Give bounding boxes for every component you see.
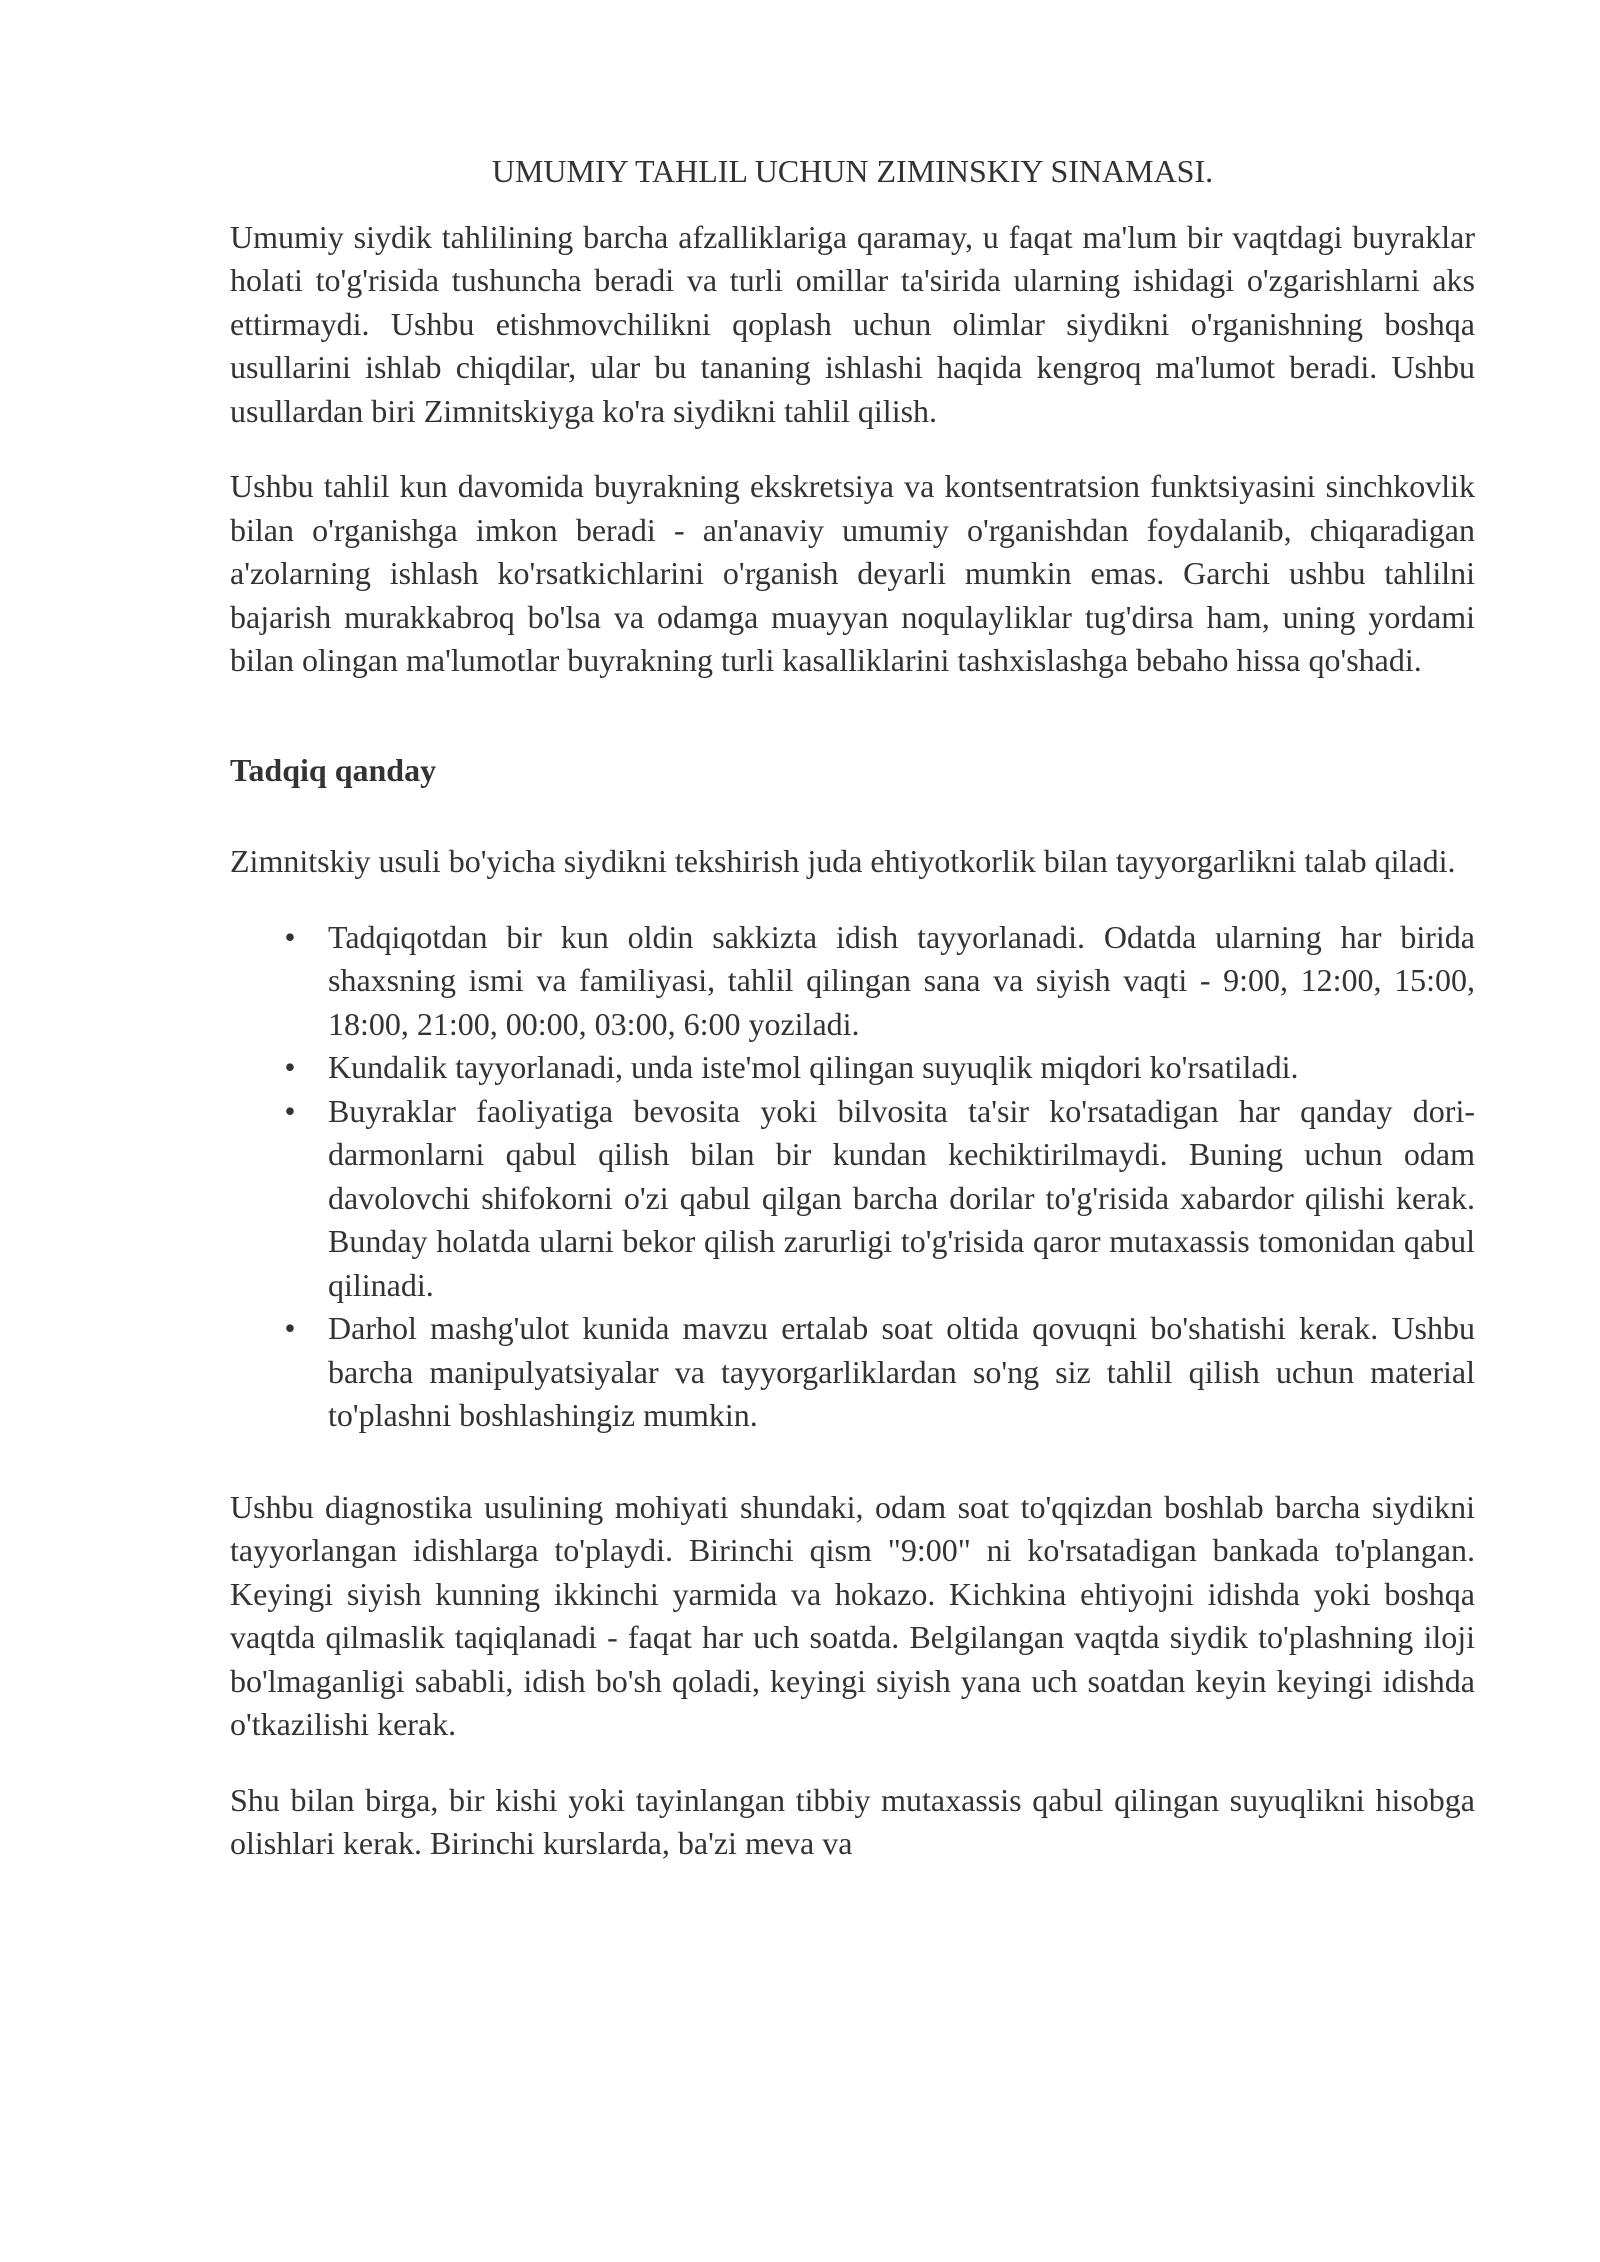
list-item-text: Tadqiqotdan bir kun oldin sakkizta idish tayyorlanadi. Odatda ularning har birida shaxsning ismi va familiyasi, tahlil qilingan sana va siyish vaqti - 9:00, 12:00, 15:00, 18:00, 21:00, 00:00, 03:00, 6:00 yoziladi.: [328, 918, 1475, 1042]
fluid-intake-paragraph: Shu bilan birga, bir kishi yoki tayinlangan tibbiy mutaxassis qabul qilingan suyuqlikni hisobga olishlari kerak. Birinchi kurslarda, ba'zi meva va: [230, 1781, 1475, 1861]
intro-paragraph-2: Ushbu tahlil kun davomida buyrakning ekskretsiya va kontsentratsion funktsiyasini sinchkovlik bilan o'rganishga imkon beradi - an'anaviy umumiy o'rganishdan foydalanib, chiqaradigan a'zolarning ishlash ko'rsatkichlarini o'rganish deyarli mumkin emas. Garchi ushbu tahlilni bajarish murakkabroq bo'lsa va odamga muayyan noqulayliklar tug'dirsa ham, uning yordami bilan olingan ma'lumotlar buyrakning turli kasalliklarini tashxislashga bebaho hissa qo'shadi.: [230, 468, 1475, 678]
document-title: UMUMIY TAHLIL UCHUN ZIMINSKIY SINAMASI.: [491, 153, 1214, 189]
list-item-text: Darhol mashg'ulot kunida mavzu ertalab soat oltida qovuqni bo'shatishi kerak. Ushbu barcha manipulyatsiyalar va tayyorgarliklardan so'ng siz tahlil qilish uchun material to'plashni boshlashingiz mumkin.: [328, 1310, 1475, 1433]
bullet-icon: •: [284, 918, 296, 955]
list-item-text: Kundalik tayyorlanadi, unda iste'mol qilingan suyuqlik miqdori ko'rsatiladi.: [328, 1049, 1299, 1085]
method-paragraph: Ushbu diagnostika usulining mohiyati shundaki, odam soat to'qqizdan boshlab barcha siydikni tayyorlangan idishlarga to'playdi. Birinchi qism "9:00" ni ko'rsatadigan bankada to'plangan. Keyingi siyish kunning ikkinchi yarmida va hokazo. Kichkina ehtiyojni idishda yoki boshqa vaqtda qilmaslik taqiqlanadi - faqat har uch soatda. Belgilangan vaqtda siydik to'plashning iloji bo'lmaganligi sababli, idish bo'sh qoladi, keyingi siyish yana uch soatdan keyin keyingi idishda o'tkazilishi kerak.: [230, 1488, 1475, 1742]
preparation-paragraph: Zimnitskiy usuli bo'yicha siydikni tekshirish juda ehtiyotkorlik bilan tayyorgarlikni talab qiladi.: [230, 843, 1456, 879]
intro-paragraph-1: Umumiy siydik tahlilining barcha afzalliklariga qaramay, u faqat ma'lum bir vaqtdagi buyraklar holati to'g'risida tushuncha beradi va turli omillar ta'sirida ularning ishidagi o'zgarishlarni aks ettirmaydi. Ushbu etishmovchilikni qoplash uchun olimlar siydikni o'rganishning boshqa usullarini ishlab chiqdilar, ular bu tananing ishlashi haqida kengroq ma'lumot beradi. Ushbu usullardan biri Zimnitskiyga ko'ra siydikni tahlil qilish.: [230, 218, 1475, 429]
document-page: [230, 150, 1475, 1898]
list-item: [284, 1307, 1475, 1438]
section-heading: Tadqiq qanday: [230, 751, 437, 788]
bullet-icon: •: [284, 1310, 296, 1346]
list-item: [284, 1090, 1475, 1308]
bullet-icon: •: [284, 1092, 296, 1129]
list-item: [284, 1046, 1475, 1090]
list-item: [284, 916, 1475, 1047]
list-item-text: Buyraklar faoliyatiga bevosita yoki bilvosita ta'sir ko'rsatadigan har qanday dori-darmonlarni qabul qilish bilan bir kundan kechiktirilmaydi. Buning uchun odam davolovchi shifokorni o'zi qabul qilgan barcha dorilar to'g'risida xabardor qilishi kerak. Bunday holatda ularni bekor qilish zarurligi to'g'risida qaror mutaxassis tomonidan qabul qilinadi.: [328, 1092, 1475, 1303]
preparation-list: [230, 916, 1475, 1438]
bullet-icon: •: [284, 1049, 296, 1085]
